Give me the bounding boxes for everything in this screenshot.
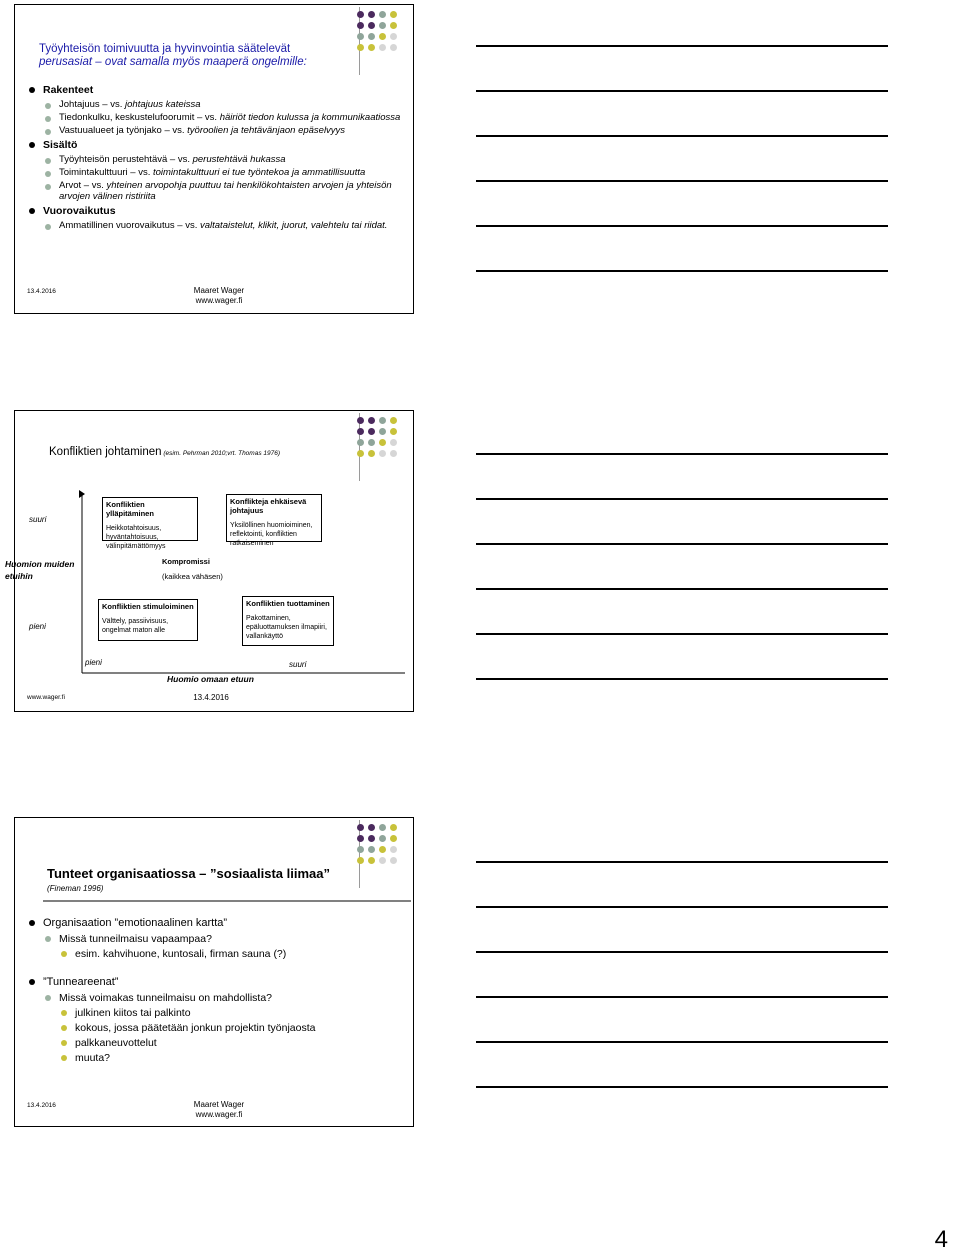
bullet-item [27, 991, 403, 1005]
footer-date: 13.4.2016 [193, 693, 229, 702]
slide-1 [14, 4, 414, 314]
decor-dot [368, 44, 375, 51]
bullet-icon [61, 1040, 67, 1046]
note-line [476, 1086, 888, 1088]
bullet-contrast: työroolien ja tehtävänjaon epäselvyys [187, 125, 346, 136]
bullet-icon [45, 936, 51, 942]
bullet-text: Sisältö [43, 139, 78, 151]
note-line [476, 588, 888, 590]
bullet-text: Tiedonkulku, keskustelufoorumit – vs. [59, 112, 220, 123]
bullet-icon [45, 116, 51, 122]
bullet-item [27, 916, 403, 930]
author-name: Maaret Wager [193, 286, 245, 295]
title-subtitle: (Fineman 1996) [47, 884, 104, 893]
dot-grid [357, 11, 397, 51]
box-title: Konfliktien stimuloiminen [102, 602, 194, 611]
bullet-item [27, 204, 403, 218]
title-source: (esim. Pehrman 2010;vrt. Thomas 1976) [161, 450, 281, 457]
bullet-contrast: valtataistelut, klikit, juorut, valehtelu tai riidat. [199, 220, 388, 231]
decor-dot [357, 835, 364, 842]
decor-dot [368, 846, 375, 853]
note-line [476, 45, 888, 47]
bullet-icon [61, 1055, 67, 1061]
decor-dot [390, 33, 397, 40]
note-line [476, 996, 888, 998]
bullet-list [27, 81, 403, 231]
bullet-text: julkinen kiitos tai palkinto [75, 1007, 191, 1019]
note-line [476, 270, 888, 272]
box-title: Konfliktien ylläpitäminen [106, 500, 154, 518]
slide-2 [5, 410, 414, 712]
decor-dot [390, 824, 397, 831]
box-bottom-left [98, 599, 198, 641]
decor-dot [379, 835, 386, 842]
title-text: Konfliktien johtaminen [49, 446, 162, 458]
bullet-contrast: perustehtävä hukassa [192, 154, 286, 165]
note-line [476, 498, 888, 500]
bullet-icon [29, 87, 35, 93]
bullet-item [27, 180, 403, 202]
bullet-text: Työyhteisön perustehtävä – vs. [59, 154, 193, 165]
title-text: Tunteet organisaatiossa – ”sosiaalista liimaa” [47, 866, 330, 881]
box-bottom-right [242, 596, 334, 646]
x-axis-label: Huomio omaan etuun [167, 674, 254, 684]
box-body: Heikkotahtoisuus, hyväntahtoisuus, välinpitämättömyys [106, 525, 166, 550]
bullet-icon [61, 951, 67, 957]
bullet-text: Vuorovaikutus [43, 205, 116, 217]
page-number: 4 [934, 1226, 948, 1253]
x-low-label: pieni [85, 658, 102, 667]
bullet-text: Toimintakulttuuri – vs. [59, 167, 153, 178]
note-line [476, 906, 888, 908]
bullet-icon [29, 142, 35, 148]
bullet-contrast: yhteinen arvopohja puuttuu tai henkilökohtaisten arvojen ja yhteisön arvojen välinen ristiriita [59, 180, 392, 202]
note-line [476, 453, 888, 455]
box-body: Yksilöllinen huomioiminen, reflektointi, konfliktien ratkaiseminen [230, 522, 313, 547]
bullet-item [27, 975, 403, 989]
footer-author [169, 1100, 269, 1120]
decor-dot [368, 835, 375, 842]
decor-dot [390, 835, 397, 842]
bullet-icon [45, 224, 51, 230]
bullet-text: palkkaneuvottelut [75, 1037, 157, 1049]
bullet-icon [45, 995, 51, 1001]
footer-url: www.wager.fi [27, 694, 65, 701]
decor-dot [379, 824, 386, 831]
bullet-item [27, 1036, 403, 1050]
bullet-icon [45, 184, 51, 190]
author-url: www.wager.fi [195, 1110, 243, 1119]
decor-dot [390, 11, 397, 18]
decor-dot [357, 824, 364, 831]
footer-date: 13.4.2016 [27, 1102, 56, 1109]
decor-dot [357, 44, 364, 51]
bullet-icon [45, 158, 51, 164]
bullet-text: Rakenteet [43, 84, 94, 96]
decor-dot [368, 857, 375, 864]
author-url: www.wager.fi [195, 296, 243, 305]
note-line [476, 861, 888, 863]
bullet-icon [45, 129, 51, 135]
box-body: Välttely, passiivisuus, ongelmat maton alle [102, 618, 169, 634]
decor-dot [379, 846, 386, 853]
bullet-item [27, 125, 403, 136]
decor-dot [390, 44, 397, 51]
decor-dot [368, 11, 375, 18]
bullet-icon [45, 103, 51, 109]
note-line [476, 180, 888, 182]
bullet-icon [29, 920, 35, 926]
bullet-item [27, 220, 403, 231]
decor-dot [357, 846, 364, 853]
bullet-text: Vastuualueet ja työnjako – vs. [59, 125, 188, 136]
decor-dot [379, 33, 386, 40]
x-high-label: suuri [289, 660, 307, 669]
bullet-text: Ammatillinen vuorovaikutus – vs. [59, 220, 200, 231]
bullet-text: Missä voimakas tunneilmaisu on mahdollista? [59, 992, 273, 1004]
box-body: (kaikkea vähäsen) [162, 572, 223, 581]
box-title: Konfliktien tuottaminen [246, 599, 330, 608]
title-line-2: perusasiat – ovat samalla myös maaperä ongelmille: [39, 56, 307, 68]
bullet-icon [61, 1010, 67, 1016]
note-line [476, 135, 888, 137]
bullet-item [27, 1021, 403, 1035]
bullet-item [27, 167, 403, 178]
bullet-contrast: johtajuus kateissa [125, 99, 201, 110]
decor-dot [390, 857, 397, 864]
box-top-left [102, 497, 198, 550]
decor-dot [368, 824, 375, 831]
author-name: Maaret Wager [193, 1100, 245, 1109]
note-line [476, 225, 888, 227]
decor-dot [379, 857, 386, 864]
bullet-item [27, 112, 403, 123]
bullet-icon [29, 208, 35, 214]
box-title: Konflikteja ehkäisevä johtajuus [230, 497, 307, 515]
bullet-item [27, 83, 403, 97]
bullet-item [27, 1006, 403, 1020]
decor-dot [357, 11, 364, 18]
decor-dot [357, 857, 364, 864]
bullet-contrast: häiriöt tiedon kulussa ja kommunikaatiossa [219, 112, 401, 123]
decor-dot [357, 33, 364, 40]
y-axis-label: Huomion muiden etuihin [5, 559, 75, 581]
box-title: Kompromissi [162, 557, 210, 566]
dot-grid [357, 824, 397, 864]
bullet-text: Organisaation ”emotionaalinen kartta” [43, 917, 228, 929]
bullet-item [27, 932, 403, 946]
bullet-text: Johtajuus – vs. [59, 99, 126, 110]
decor-dot [368, 22, 375, 29]
bullet-icon [45, 171, 51, 177]
note-line [476, 543, 888, 545]
bullet-item [27, 1051, 403, 1065]
bullet-icon [61, 1025, 67, 1031]
bullet-icon [29, 979, 35, 985]
footer-date: 13.4.2016 [27, 288, 56, 295]
y-high-label: suuri [29, 515, 47, 524]
bullet-item [27, 947, 403, 961]
bullet-list [27, 914, 403, 1065]
decor-dot [379, 44, 386, 51]
bullet-item [27, 154, 403, 165]
bullet-text: Missä tunneilmaisu vapaampaa? [59, 933, 212, 945]
bullet-text: Arvot – vs. [59, 180, 107, 191]
slide-title [39, 43, 307, 69]
box-middle [159, 555, 289, 587]
box-body: Pakottaminen, epäluottamuksen ilmapiiri, vallankäyttö [246, 615, 327, 640]
decor-dot [379, 11, 386, 18]
decor-dot [390, 846, 397, 853]
bullet-contrast: toimintakulttuuri ei tue työntekoa ja ammatillisuutta [152, 167, 366, 178]
bullet-text: esim. kahvihuone, kuntosali, firman sauna (?) [75, 948, 287, 960]
slide-3 [14, 817, 414, 1127]
bullet-item [27, 99, 403, 110]
note-line [476, 678, 888, 680]
decor-dot [368, 33, 375, 40]
note-line [476, 951, 888, 953]
note-line [476, 1041, 888, 1043]
box-top-right [226, 494, 322, 547]
title-line-1: Työyhteisön toimivuutta ja hyvinvointia säätelevät [39, 43, 291, 55]
note-line [476, 633, 888, 635]
decor-dot [390, 22, 397, 29]
y-low-label: pieni [29, 622, 46, 631]
decor-dot [379, 22, 386, 29]
title-underline [15, 899, 415, 903]
bullet-text: muuta? [75, 1052, 111, 1064]
footer-author [169, 286, 269, 306]
bullet-text: kokous, jossa päätetään jonkun projektin työnjaosta [75, 1022, 316, 1034]
bullet-text: ”Tunneareenat” [43, 976, 119, 988]
slide-title [47, 866, 330, 895]
note-line [476, 90, 888, 92]
bullet-item [27, 138, 403, 152]
decor-dot [357, 22, 364, 29]
